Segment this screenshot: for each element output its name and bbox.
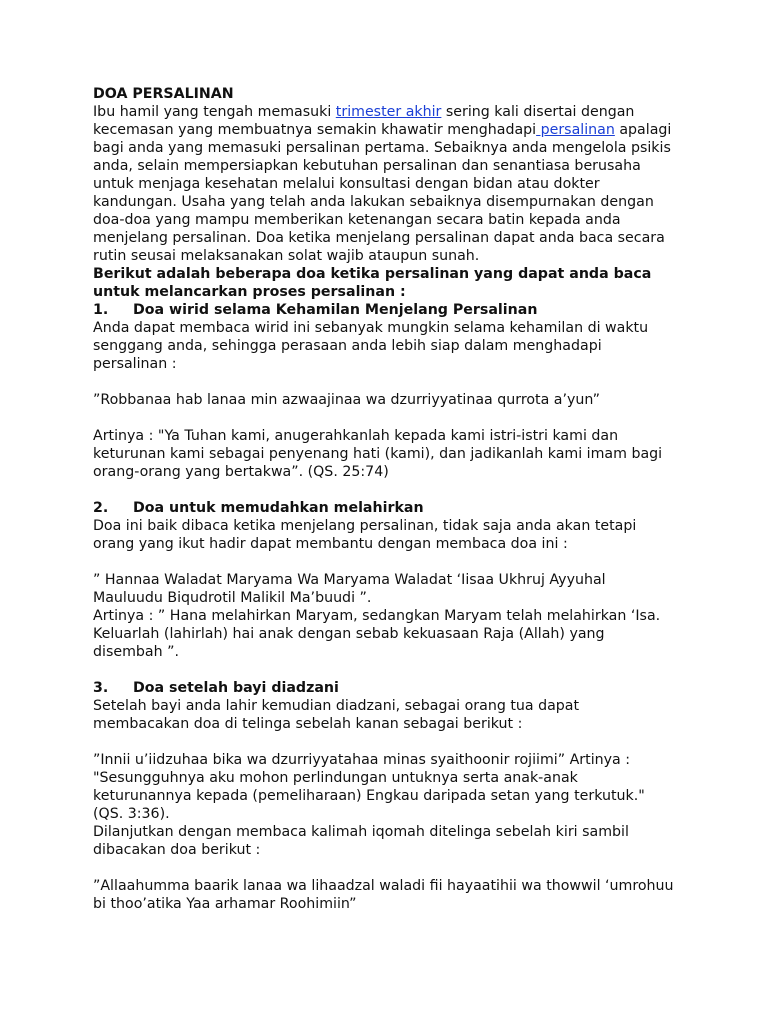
persalinan-link[interactable]: persalinan bbox=[536, 122, 615, 138]
section-3-final-doa: bi thoo’atika Yaa arhamar Roohimiin” bbox=[93, 896, 357, 912]
section-3-heading bbox=[93, 679, 693, 697]
intro-line: untuk menjaga kesehatan melalui konsultasi dengan bidan atau dokter bbox=[93, 176, 600, 192]
section-title: Doa wirid selama Kehamilan Menjelang Persalinan bbox=[133, 302, 538, 318]
section-3-text: Dilanjutkan dengan membaca kalimah iqomah ditelinga sebelah kiri sambil bbox=[93, 824, 629, 840]
section-2-doa: Mauluudu Biqudrotil Malikil Ma’buudi ”. bbox=[93, 590, 372, 606]
section-1-artinya: keturunan kami sebagai penyenang hati (kami), dan jadikanlah kami imam bagi bbox=[93, 446, 663, 462]
blank-line bbox=[93, 409, 693, 427]
intro-line: doa-doa yang mampu memberikan ketenangan secara batin kepada anda bbox=[93, 212, 621, 228]
blank-line bbox=[93, 733, 693, 751]
lead-line: Berikut adalah beberapa doa ketika persalinan yang dapat anda baca bbox=[93, 266, 652, 282]
section-1-text: senggang anda, sehingga perasaan anda lebih siap dalam menghadapi bbox=[93, 338, 602, 354]
intro-text: sering kali disertai dengan bbox=[441, 104, 635, 120]
section-number: 2. bbox=[93, 500, 109, 516]
intro-text: kecemasan yang membuatnya semakin khawatir menghadapi bbox=[93, 122, 537, 138]
section-1-text: persalinan : bbox=[93, 356, 177, 372]
blank-line bbox=[93, 553, 693, 571]
section-3-doa: keturunannya kepada (pemeliharaan) Engkau daripada setan yang terkutuk." bbox=[93, 788, 645, 804]
section-1-doa: ”Robbanaa hab lanaa min azwaajinaa wa dzurriyyatinaa qurrota a’yun” bbox=[93, 392, 600, 408]
intro-text: apalagi bbox=[614, 122, 672, 138]
section-3-text: membacakan doa di telinga sebelah kanan sebagai berikut : bbox=[93, 716, 523, 732]
blank-line bbox=[93, 859, 693, 877]
section-1-heading bbox=[93, 301, 693, 319]
section-3-text: dibacakan doa berikut : bbox=[93, 842, 261, 858]
doc-title: DOA PERSALINAN bbox=[93, 86, 234, 102]
section-3-text: Setelah bayi anda lahir kemudian diadzani, sebagai orang tua dapat bbox=[93, 698, 580, 714]
blank-line bbox=[93, 481, 693, 499]
section-2-doa: ” Hannaa Waladat Maryama Wa Maryama Waladat ‘Iisaa Ukhruj Ayyuhal bbox=[93, 572, 606, 588]
section-number: 1. bbox=[93, 302, 109, 318]
section-2-artinya: disembah ”. bbox=[93, 644, 179, 660]
section-title: Doa setelah bayi diadzani bbox=[133, 680, 339, 696]
section-1-artinya: orang-orang yang bertakwa”. (QS. 25:74) bbox=[93, 464, 389, 480]
section-number: 3. bbox=[93, 680, 109, 696]
document-page bbox=[93, 85, 693, 913]
intro-line: kandungan. Usaha yang telah anda lakukan sebaiknya disempurnakan dengan bbox=[93, 194, 654, 210]
blank-line bbox=[93, 373, 693, 391]
blank-line bbox=[93, 661, 693, 679]
section-2-heading bbox=[93, 499, 693, 517]
section-3-final-doa: ”Allaahumma baarik lanaa wa lihaadzal waladi fii hayaatihii wa thowwil ‘umrohuu bbox=[93, 878, 674, 894]
intro-line: anda, selain mempersiapkan kebutuhan persalinan dan senantiasa berusaha bbox=[93, 158, 641, 174]
section-2-artinya: Artinya : ” Hana melahirkan Maryam, sedangkan Maryam telah melahirkan ‘Isa. bbox=[93, 608, 661, 624]
intro-line: bagi anda yang memasuki persalinan pertama. Sebaiknya anda mengelola psikis bbox=[93, 140, 671, 156]
intro-line: menjelang persalinan. Doa ketika menjelang persalinan dapat anda baca secara bbox=[93, 230, 665, 246]
section-1-text: Anda dapat membaca wirid ini sebanyak mungkin selama kehamilan di waktu bbox=[93, 320, 649, 336]
section-3-doa: ”Innii u’iidzuhaa bika wa dzurriyyatahaa minas syaithoonir rojiimi” Artinya : bbox=[93, 752, 631, 768]
section-title: Doa untuk memudahkan melahirkan bbox=[133, 500, 424, 516]
section-2-text: Doa ini baik dibaca ketika menjelang persalinan, tidak saja anda akan tetapi bbox=[93, 518, 637, 534]
intro-line bbox=[93, 103, 693, 121]
intro-line bbox=[93, 121, 693, 139]
section-1-artinya: Artinya : "Ya Tuhan kami, anugerahkanlah kepada kami istri-istri kami dan bbox=[93, 428, 619, 444]
section-3-doa: "Sesungguhnya aku mohon perlindungan untuknya serta anak-anak bbox=[93, 770, 578, 786]
section-2-artinya: Keluarlah (lahirlah) hai anak dengan sebab kekuasaan Raja (Allah) yang bbox=[93, 626, 605, 642]
trimester-akhir-link[interactable]: trimester akhir bbox=[335, 104, 442, 120]
section-2-text: orang yang ikut hadir dapat membantu dengan membaca doa ini : bbox=[93, 536, 568, 552]
intro-text: Ibu hamil yang tengah memasuki bbox=[93, 104, 336, 120]
intro-line: rutin seusai melaksanakan solat wajib ataupun sunah. bbox=[93, 248, 480, 264]
lead-line: untuk melancarkan proses persalinan : bbox=[93, 284, 406, 300]
section-3-doa: (QS. 3:36). bbox=[93, 806, 170, 822]
